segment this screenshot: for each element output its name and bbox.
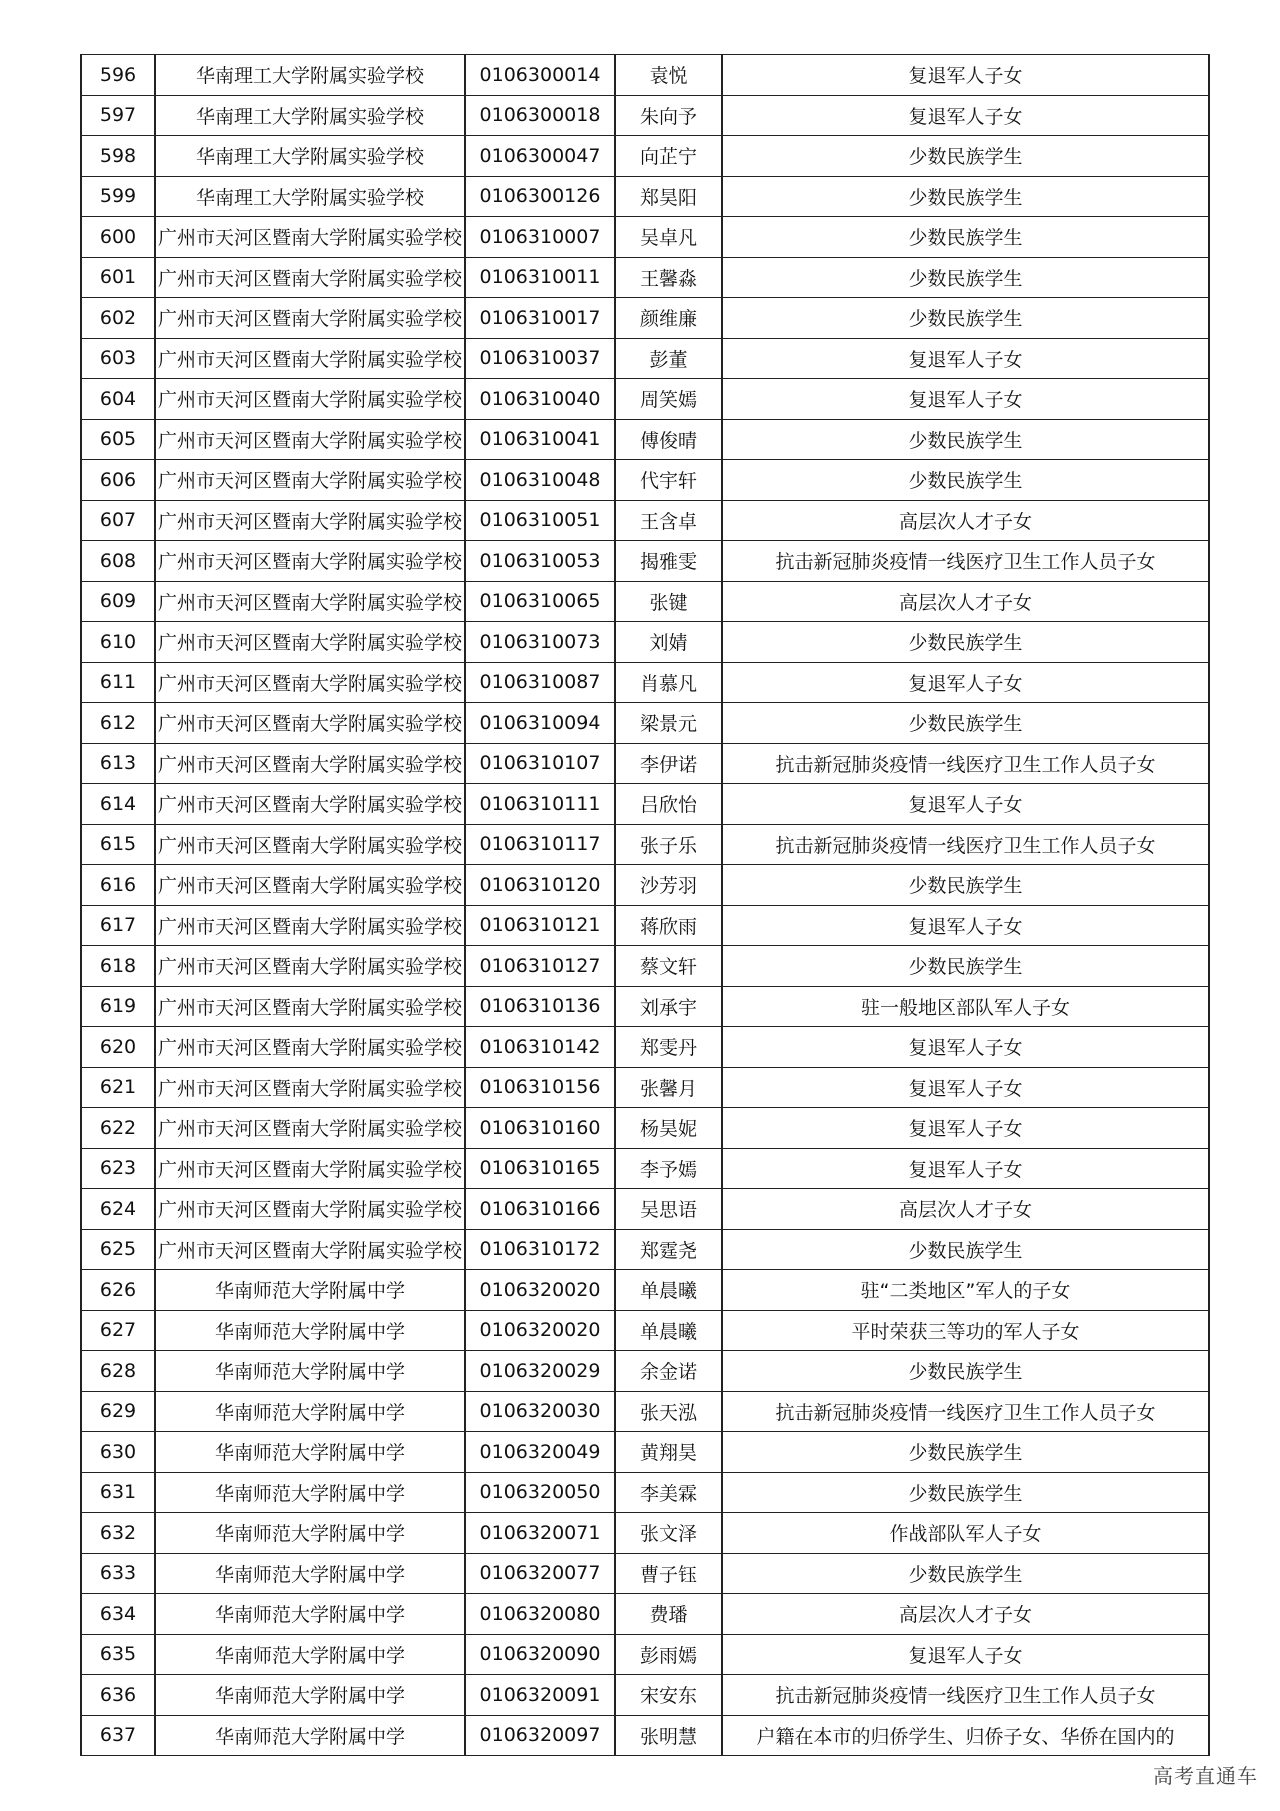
row-number-cell: 612 (81, 703, 155, 744)
student-name-cell: 王含卓 (615, 500, 722, 541)
student-name-cell: 杨昊妮 (615, 1108, 722, 1149)
student-name-cell: 余金诺 (615, 1351, 722, 1392)
category-cell: 复退军人子女 (722, 662, 1209, 703)
category-cell: 少数民族学生 (722, 1229, 1209, 1270)
category-cell: 少数民族学生 (722, 217, 1209, 258)
student-name-cell: 刘承宇 (615, 986, 722, 1027)
table-row (81, 379, 1209, 420)
student-name-cell: 单晨曦 (615, 1270, 722, 1311)
student-id-cell: 0106310165 (465, 1148, 615, 1189)
student-name-cell: 袁悦 (615, 55, 722, 96)
table-row (81, 1310, 1209, 1351)
school-name-cell: 华南师范大学附属中学 (155, 1715, 465, 1756)
row-number-cell: 599 (81, 176, 155, 217)
category-cell: 高层次人才子女 (722, 1189, 1209, 1230)
student-id-cell: 0106320020 (465, 1270, 615, 1311)
student-id-cell: 0106310142 (465, 1027, 615, 1068)
row-number-cell: 597 (81, 95, 155, 136)
watermark: 高考直通车 (1153, 1764, 1258, 1788)
student-id-cell: 0106310107 (465, 743, 615, 784)
category-cell: 驻一般地区部队军人子女 (722, 986, 1209, 1027)
category-cell: 复退军人子女 (722, 905, 1209, 946)
student-name-cell: 张天泓 (615, 1391, 722, 1432)
table-row (81, 257, 1209, 298)
row-number-cell: 603 (81, 338, 155, 379)
student-id-cell: 0106300047 (465, 136, 615, 177)
table-row (81, 1148, 1209, 1189)
category-cell: 少数民族学生 (722, 419, 1209, 460)
student-name-cell: 蒋欣雨 (615, 905, 722, 946)
student-id-cell: 0106310048 (465, 460, 615, 501)
school-name-cell: 华南师范大学附属中学 (155, 1472, 465, 1513)
student-id-cell: 0106320090 (465, 1634, 615, 1675)
category-cell: 复退军人子女 (722, 1027, 1209, 1068)
school-name-cell: 广州市天河区暨南大学附属实验学校 (155, 338, 465, 379)
category-cell: 高层次人才子女 (722, 500, 1209, 541)
row-number-cell: 630 (81, 1432, 155, 1473)
row-number-cell: 606 (81, 460, 155, 501)
school-name-cell: 华南理工大学附属实验学校 (155, 136, 465, 177)
category-cell: 驻“二类地区”军人的子女 (722, 1270, 1209, 1311)
category-cell: 抗击新冠肺炎疫情一线医疗卫生工作人员子女 (722, 743, 1209, 784)
row-number-cell: 611 (81, 662, 155, 703)
school-name-cell: 广州市天河区暨南大学附属实验学校 (155, 662, 465, 703)
table-row (81, 176, 1209, 217)
student-id-cell: 0106310011 (465, 257, 615, 298)
student-name-cell: 张文泽 (615, 1513, 722, 1554)
student-name-cell: 彭董 (615, 338, 722, 379)
school-name-cell: 广州市天河区暨南大学附属实验学校 (155, 622, 465, 663)
category-cell: 少数民族学生 (722, 257, 1209, 298)
table-row (81, 1634, 1209, 1675)
table-row (81, 419, 1209, 460)
student-id-cell: 0106310117 (465, 824, 615, 865)
table-row (81, 217, 1209, 258)
category-cell: 复退军人子女 (722, 55, 1209, 96)
row-number-cell: 624 (81, 1189, 155, 1230)
row-number-cell: 618 (81, 946, 155, 987)
school-name-cell: 广州市天河区暨南大学附属实验学校 (155, 460, 465, 501)
category-cell: 少数民族学生 (722, 622, 1209, 663)
student-id-cell: 0106310007 (465, 217, 615, 258)
student-name-cell: 李伊诺 (615, 743, 722, 784)
table-row (81, 1715, 1209, 1756)
student-id-cell: 0106310041 (465, 419, 615, 460)
school-name-cell: 广州市天河区暨南大学附属实验学校 (155, 298, 465, 339)
student-id-cell: 0106310127 (465, 946, 615, 987)
student-name-cell: 颜维廉 (615, 298, 722, 339)
school-name-cell: 华南师范大学附属中学 (155, 1351, 465, 1392)
student-id-cell: 0106310051 (465, 500, 615, 541)
student-id-cell: 0106320050 (465, 1472, 615, 1513)
row-number-cell: 596 (81, 55, 155, 96)
table-row (81, 1594, 1209, 1635)
table-row (81, 460, 1209, 501)
student-name-cell: 肖慕凡 (615, 662, 722, 703)
row-number-cell: 600 (81, 217, 155, 258)
school-name-cell: 广州市天河区暨南大学附属实验学校 (155, 905, 465, 946)
table-row (81, 1391, 1209, 1432)
student-id-cell: 0106320030 (465, 1391, 615, 1432)
student-name-cell: 揭雅雯 (615, 541, 722, 582)
row-number-cell: 604 (81, 379, 155, 420)
category-cell: 少数民族学生 (722, 298, 1209, 339)
student-id-cell: 0106310166 (465, 1189, 615, 1230)
category-cell: 少数民族学生 (722, 865, 1209, 906)
row-number-cell: 602 (81, 298, 155, 339)
table-row (81, 541, 1209, 582)
student-name-cell: 张键 (615, 581, 722, 622)
student-name-cell: 郑霆尧 (615, 1229, 722, 1270)
table-row (81, 500, 1209, 541)
table-row (81, 1675, 1209, 1716)
category-cell: 复退军人子女 (722, 1634, 1209, 1675)
table-row (81, 136, 1209, 177)
table-row (81, 95, 1209, 136)
row-number-cell: 634 (81, 1594, 155, 1635)
school-name-cell: 广州市天河区暨南大学附属实验学校 (155, 824, 465, 865)
student-id-cell: 0106310120 (465, 865, 615, 906)
row-number-cell: 619 (81, 986, 155, 1027)
table-row (81, 784, 1209, 825)
table-row (81, 1108, 1209, 1149)
roster-body (81, 55, 1209, 1756)
school-name-cell: 华南师范大学附属中学 (155, 1432, 465, 1473)
row-number-cell: 632 (81, 1513, 155, 1554)
student-id-cell: 0106310037 (465, 338, 615, 379)
school-name-cell: 华南师范大学附属中学 (155, 1310, 465, 1351)
category-cell: 少数民族学生 (722, 460, 1209, 501)
student-name-cell: 黄翔昊 (615, 1432, 722, 1473)
school-name-cell: 华南理工大学附属实验学校 (155, 55, 465, 96)
category-cell: 抗击新冠肺炎疫情一线医疗卫生工作人员子女 (722, 1675, 1209, 1716)
student-id-cell: 0106320097 (465, 1715, 615, 1756)
table-row (81, 1553, 1209, 1594)
row-number-cell: 608 (81, 541, 155, 582)
student-id-cell: 0106300014 (465, 55, 615, 96)
category-cell: 少数民族学生 (722, 946, 1209, 987)
school-name-cell: 广州市天河区暨南大学附属实验学校 (155, 581, 465, 622)
school-name-cell: 华南师范大学附属中学 (155, 1270, 465, 1311)
student-name-cell: 费璠 (615, 1594, 722, 1635)
student-id-cell: 0106320029 (465, 1351, 615, 1392)
school-name-cell: 华南师范大学附属中学 (155, 1594, 465, 1635)
student-name-cell: 梁景元 (615, 703, 722, 744)
row-number-cell: 607 (81, 500, 155, 541)
category-cell: 抗击新冠肺炎疫情一线医疗卫生工作人员子女 (722, 1391, 1209, 1432)
student-id-cell: 0106310073 (465, 622, 615, 663)
student-name-cell: 王馨淼 (615, 257, 722, 298)
school-name-cell: 广州市天河区暨南大学附属实验学校 (155, 379, 465, 420)
row-number-cell: 601 (81, 257, 155, 298)
student-name-cell: 李美霖 (615, 1472, 722, 1513)
student-name-cell: 代宇轩 (615, 460, 722, 501)
table-row (81, 1472, 1209, 1513)
table-row (81, 581, 1209, 622)
row-number-cell: 615 (81, 824, 155, 865)
category-cell: 少数民族学生 (722, 1472, 1209, 1513)
school-name-cell: 广州市天河区暨南大学附属实验学校 (155, 419, 465, 460)
row-number-cell: 628 (81, 1351, 155, 1392)
school-name-cell: 华南理工大学附属实验学校 (155, 176, 465, 217)
student-name-cell: 曹子钰 (615, 1553, 722, 1594)
student-id-cell: 0106310156 (465, 1067, 615, 1108)
category-cell: 少数民族学生 (722, 176, 1209, 217)
student-name-cell: 宋安东 (615, 1675, 722, 1716)
school-name-cell: 华南师范大学附属中学 (155, 1675, 465, 1716)
school-name-cell: 广州市天河区暨南大学附属实验学校 (155, 541, 465, 582)
row-number-cell: 621 (81, 1067, 155, 1108)
student-id-cell: 0106320091 (465, 1675, 615, 1716)
row-number-cell: 622 (81, 1108, 155, 1149)
student-id-cell: 0106310136 (465, 986, 615, 1027)
category-cell: 复退军人子女 (722, 1108, 1209, 1149)
category-cell: 高层次人才子女 (722, 1594, 1209, 1635)
table-row (81, 622, 1209, 663)
row-number-cell: 625 (81, 1229, 155, 1270)
category-cell: 复退军人子女 (722, 1067, 1209, 1108)
school-name-cell: 华南师范大学附属中学 (155, 1553, 465, 1594)
student-id-cell: 0106310040 (465, 379, 615, 420)
student-name-cell: 朱向予 (615, 95, 722, 136)
category-cell: 抗击新冠肺炎疫情一线医疗卫生工作人员子女 (722, 824, 1209, 865)
category-cell: 少数民族学生 (722, 703, 1209, 744)
category-cell: 复退军人子女 (722, 338, 1209, 379)
table-row (81, 986, 1209, 1027)
row-number-cell: 636 (81, 1675, 155, 1716)
table-row (81, 703, 1209, 744)
category-cell: 抗击新冠肺炎疫情一线医疗卫生工作人员子女 (722, 541, 1209, 582)
row-number-cell: 631 (81, 1472, 155, 1513)
school-name-cell: 华南理工大学附属实验学校 (155, 95, 465, 136)
table-row (81, 1270, 1209, 1311)
row-number-cell: 626 (81, 1270, 155, 1311)
student-name-cell: 向芷宁 (615, 136, 722, 177)
student-id-cell: 0106310017 (465, 298, 615, 339)
table-row (81, 905, 1209, 946)
school-name-cell: 广州市天河区暨南大学附属实验学校 (155, 257, 465, 298)
row-number-cell: 614 (81, 784, 155, 825)
category-cell: 高层次人才子女 (722, 581, 1209, 622)
table-row (81, 1229, 1209, 1270)
student-name-cell: 吴思语 (615, 1189, 722, 1230)
school-name-cell: 广州市天河区暨南大学附属实验学校 (155, 946, 465, 987)
school-name-cell: 华南师范大学附属中学 (155, 1513, 465, 1554)
roster-table (80, 54, 1210, 1756)
student-name-cell: 彭雨嫣 (615, 1634, 722, 1675)
student-name-cell: 单晨曦 (615, 1310, 722, 1351)
student-id-cell: 0106310160 (465, 1108, 615, 1149)
school-name-cell: 广州市天河区暨南大学附属实验学校 (155, 1067, 465, 1108)
category-cell: 作战部队军人子女 (722, 1513, 1209, 1554)
student-name-cell: 郑昊阳 (615, 176, 722, 217)
student-id-cell: 0106310065 (465, 581, 615, 622)
school-name-cell: 广州市天河区暨南大学附属实验学校 (155, 1108, 465, 1149)
student-name-cell: 郑雯丹 (615, 1027, 722, 1068)
school-name-cell: 广州市天河区暨南大学附属实验学校 (155, 703, 465, 744)
row-number-cell: 633 (81, 1553, 155, 1594)
category-cell: 复退军人子女 (722, 379, 1209, 420)
school-name-cell: 广州市天河区暨南大学附属实验学校 (155, 784, 465, 825)
table-row (81, 1067, 1209, 1108)
school-name-cell: 广州市天河区暨南大学附属实验学校 (155, 865, 465, 906)
category-cell: 少数民族学生 (722, 1553, 1209, 1594)
student-name-cell: 吴卓凡 (615, 217, 722, 258)
row-number-cell: 610 (81, 622, 155, 663)
row-number-cell: 623 (81, 1148, 155, 1189)
student-name-cell: 刘婧 (615, 622, 722, 663)
table-row (81, 1189, 1209, 1230)
row-number-cell: 609 (81, 581, 155, 622)
student-id-cell: 0106310111 (465, 784, 615, 825)
row-number-cell: 637 (81, 1715, 155, 1756)
student-name-cell: 蔡文轩 (615, 946, 722, 987)
category-cell: 少数民族学生 (722, 1432, 1209, 1473)
table-row (81, 865, 1209, 906)
category-cell: 少数民族学生 (722, 1351, 1209, 1392)
row-number-cell: 620 (81, 1027, 155, 1068)
school-name-cell: 广州市天河区暨南大学附属实验学校 (155, 1148, 465, 1189)
table-row (81, 662, 1209, 703)
student-id-cell: 0106320080 (465, 1594, 615, 1635)
school-name-cell: 广州市天河区暨南大学附属实验学校 (155, 500, 465, 541)
school-name-cell: 广州市天河区暨南大学附属实验学校 (155, 217, 465, 258)
row-number-cell: 629 (81, 1391, 155, 1432)
school-name-cell: 广州市天河区暨南大学附属实验学校 (155, 986, 465, 1027)
table-row (81, 743, 1209, 784)
category-cell: 复退军人子女 (722, 1148, 1209, 1189)
row-number-cell: 616 (81, 865, 155, 906)
category-cell: 少数民族学生 (722, 136, 1209, 177)
student-id-cell: 0106310053 (465, 541, 615, 582)
row-number-cell: 635 (81, 1634, 155, 1675)
school-name-cell: 广州市天河区暨南大学附属实验学校 (155, 1027, 465, 1068)
table-row (81, 824, 1209, 865)
student-id-cell: 0106320049 (465, 1432, 615, 1473)
student-name-cell: 傅俊晴 (615, 419, 722, 460)
student-name-cell: 张子乐 (615, 824, 722, 865)
student-name-cell: 张明慧 (615, 1715, 722, 1756)
student-name-cell: 沙芳羽 (615, 865, 722, 906)
row-number-cell: 613 (81, 743, 155, 784)
student-name-cell: 吕欣怡 (615, 784, 722, 825)
row-number-cell: 617 (81, 905, 155, 946)
table-row (81, 1027, 1209, 1068)
table-row (81, 1513, 1209, 1554)
row-number-cell: 598 (81, 136, 155, 177)
category-cell: 平时荣获三等功的军人子女 (722, 1310, 1209, 1351)
school-name-cell: 广州市天河区暨南大学附属实验学校 (155, 1189, 465, 1230)
student-id-cell: 0106310121 (465, 905, 615, 946)
table-row (81, 1351, 1209, 1392)
row-number-cell: 605 (81, 419, 155, 460)
student-id-cell: 0106320077 (465, 1553, 615, 1594)
student-id-cell: 0106310172 (465, 1229, 615, 1270)
category-cell: 复退军人子女 (722, 95, 1209, 136)
school-name-cell: 华南师范大学附属中学 (155, 1391, 465, 1432)
table-row (81, 298, 1209, 339)
student-id-cell: 0106310087 (465, 662, 615, 703)
student-id-cell: 0106320020 (465, 1310, 615, 1351)
table-row (81, 55, 1209, 96)
school-name-cell: 华南师范大学附属中学 (155, 1634, 465, 1675)
student-id-cell: 0106310094 (465, 703, 615, 744)
table-row (81, 1432, 1209, 1473)
table-row (81, 338, 1209, 379)
table-row (81, 946, 1209, 987)
student-name-cell: 李予嫣 (615, 1148, 722, 1189)
school-name-cell: 广州市天河区暨南大学附属实验学校 (155, 743, 465, 784)
category-cell: 复退军人子女 (722, 784, 1209, 825)
school-name-cell: 广州市天河区暨南大学附属实验学校 (155, 1229, 465, 1270)
student-id-cell: 0106320071 (465, 1513, 615, 1554)
student-id-cell: 0106300018 (465, 95, 615, 136)
category-cell: 户籍在本市的归侨学生、归侨子女、华侨在国内的 (722, 1715, 1209, 1756)
row-number-cell: 627 (81, 1310, 155, 1351)
student-id-cell: 0106300126 (465, 176, 615, 217)
student-name-cell: 张馨月 (615, 1067, 722, 1108)
student-name-cell: 周笑嫣 (615, 379, 722, 420)
